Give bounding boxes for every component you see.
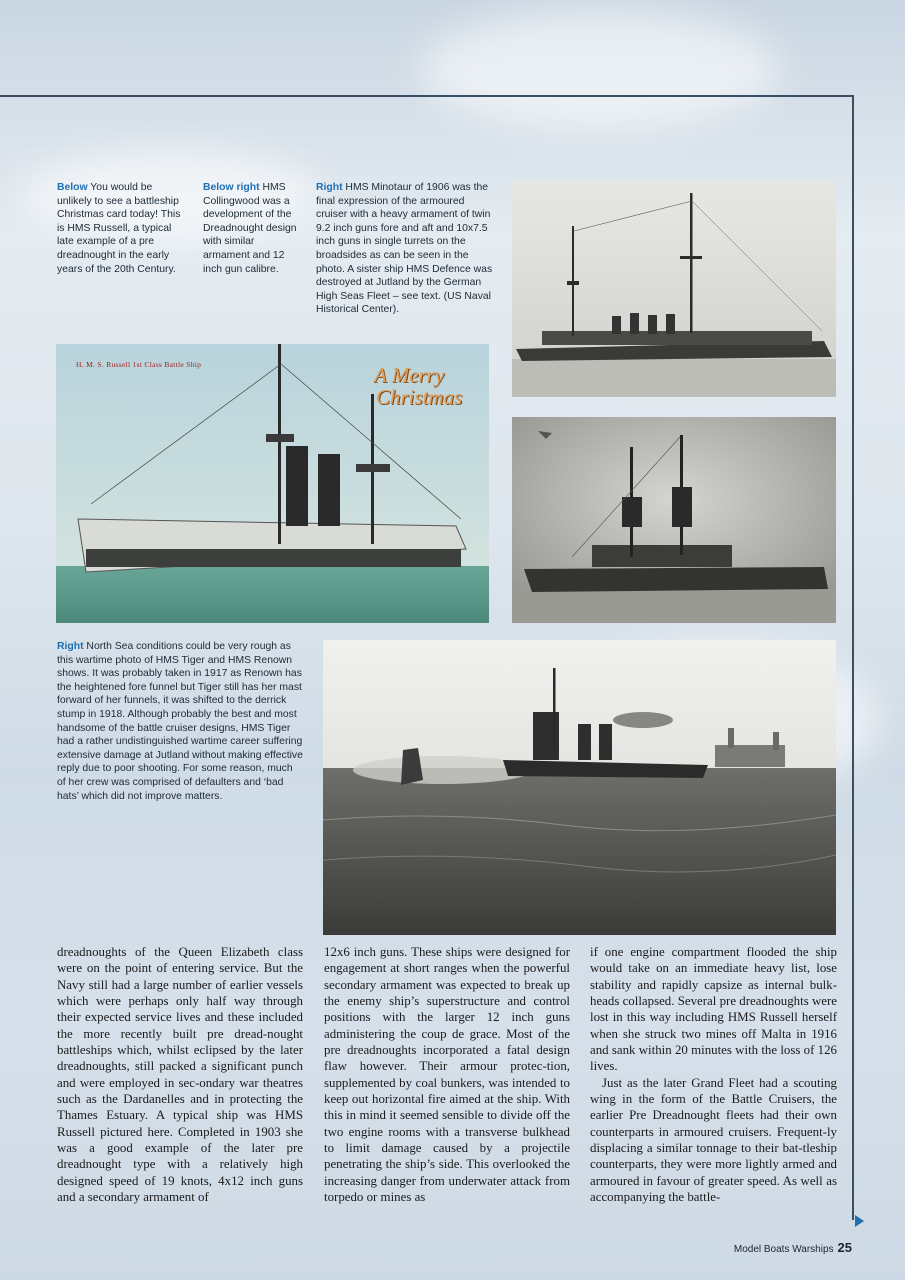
postcard-greeting-line1: A Merry [374,363,445,387]
tiger-renown-image [323,640,836,935]
postcard-greeting [374,364,462,408]
caption-below-right [203,181,299,276]
body-paragraph: dreadnoughts of the Queen Elizabeth class were on the point of entering service. But the Navy still had a large number of earlier vessels which were perhaps only half way through their expected service lives and these included the more recently built pre dread-nought battleships which, whilst eclipsed by the later dreadnoughts, still packed a significant punch and were employed in sec-ondary war theatres such as the Dardanelles and in protecting the Thames Estuary. A typical ship was HMS Russell pictured here. Completed in 1903 she was a good example of the later pre dreadnought type with a relatively high designed speed of 19 knots, 4x12 inch guns and a secondary armament of [57,945,303,1205]
caption-text: North Sea conditions could be very rough as this wartime photo of HMS Tiger and HMS Renown shows. It was probably taken in 1917 as Renown has the heightened fore funnel but Tiger still has her mast forward of her funnels, it was shifted to the derrick stump in 1918. Although probably the best and most handsome of the battle cruiser designs, HMS Tiger had a rather undistinguished wartime career suffering extensive damage at Jutland without making effective reply due to poor shooting. For some reason, much of her crew was comprised of defaulters and ‘bad hats’ which did not improve matters. [57,641,303,802]
page-footer [734,1240,852,1255]
frame-right-rule [852,95,854,1220]
minotaur-image [512,181,836,397]
caption-text: You would be unlikely to see a battleship Christmas card today! This is HMS Russell, a typical late example of a pre dreadnought in the early years of the 20th Century. [57,182,181,275]
caption-text: HMS Collingwood was a development of the Dreadnought design with similar armament and 12 inch gun calibre. [203,182,297,275]
publication-name: Model Boats Warships [733,1244,834,1255]
photo-hms-minotaur [512,181,836,397]
photo-hms-collingwood [512,417,836,623]
postcard-header: H. M. S. Russell 1st Class Battle Ship [76,360,202,369]
caption-lead: Right [57,641,84,652]
body-column-2 [324,944,570,1206]
body-column-1 [57,944,303,1206]
body-paragraph: 12x6 inch guns. These ships were designed for engagement at short ranges when the powerful secondary armament was expected to break up the enemy ship’s superstructure and control positions with the larger 12 inch guns administering the coup de grace. Most of the pre dreadnoughts incorporated a fatal design flaw however. Their armour protec-tion, supplemented by coal bunkers, was intended to keep out horizontal fire aimed at the ship. With this in mind it seemed sensible to divide off the two engine rooms with a transverse bulkhead to limit damage caused by a projectile penetrating the ship’s side. This overlooked the increasing danger from underwater attack from torpedo or mines as [324,945,570,1205]
collingwood-image [512,417,836,623]
caption-lead: Below [57,182,88,193]
caption-right-tiger [57,640,304,803]
caption-text: HMS Minotaur of 1906 was the final expression of the armoured cruiser with a heavy armament of twin 9.2 inch guns fore and aft and 10x7.5 inch guns in single turrets on the broadsides as can be seen in the photo. A sister ship HMS Defence was destroyed at Jutland by the German High Seas Fleet – see text. (US Naval Historical Center). [316,182,493,316]
continue-arrow-icon [855,1215,864,1227]
caption-lead: Below right [203,182,260,193]
caption-lead: Right [316,182,343,193]
photo-hms-tiger-renown [323,640,836,935]
caption-right-minotaur [316,181,496,317]
page-number: 25 [837,1240,852,1255]
postcard-greeting-line2: Christmas [376,385,463,409]
body-paragraph: Just as the later Grand Fleet had a scouting wing in the form of the Battle Cruisers, the earlier Pre Dreadnought fleets had their own counterparts in armoured cruisers. Frequent-ly displacing a similar tonnage to their bat-tleship counterparts, they were more lightly armed and armoured in favour of greater speed. As well as accompanying the battle- [590,1075,837,1205]
caption-below [57,181,187,276]
body-paragraph: if one engine compartment flooded the ship would take on an immediate heavy list, lose stability and rapidly capsize as internal bulk-heads collapsed. Several pre dreadnoughts were lost in this way including HMS Russell herself when she struck two mines off Malta in 1916 and sank within 20 minutes with the loss of 126 lives. [590,945,837,1074]
photo-hms-russell-postcard [56,344,489,623]
body-column-3 [590,944,837,1206]
background-cloud [420,10,780,130]
frame-top-rule [0,95,853,97]
